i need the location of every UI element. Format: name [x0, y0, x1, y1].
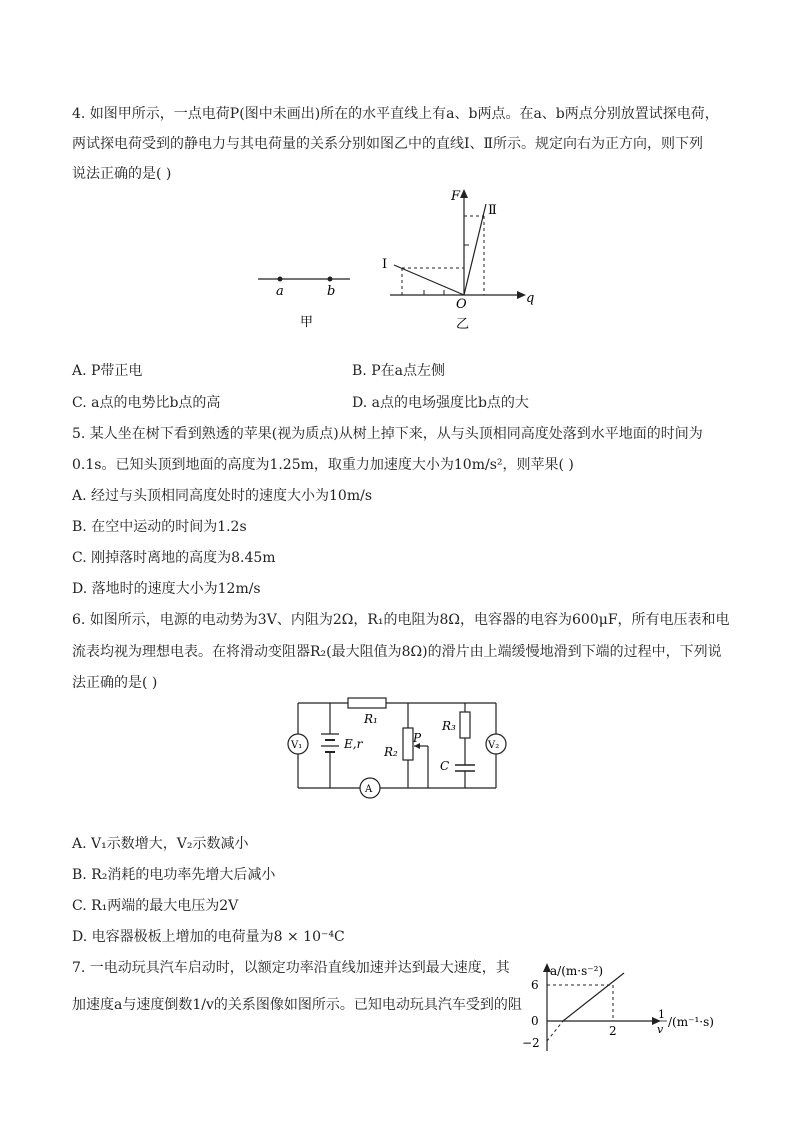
q6-line2: 流表均视为理想电表。在将滑动变阻器R₂(最大阻值为8Ω)的滑片由上端缓慢地滑到下端的过程中，下列说 — [72, 644, 722, 660]
ammeter-label: A — [365, 784, 373, 795]
q5-option-b: B. 在空中运动的时间为1.2s — [72, 519, 247, 535]
q7-tick-neg2: −2 — [522, 1036, 540, 1050]
q6-option-d: D. 电容器极板上增加的电荷量为8 × 10⁻⁴C — [72, 929, 345, 945]
q7-tick-2: 2 — [609, 1024, 617, 1038]
q5-option-a: A. 经过与头顶相同高度处时的速度大小为10m/s — [72, 488, 373, 504]
q7-x-frac-denominator: v — [657, 1023, 664, 1036]
axis-F: F — [451, 189, 461, 204]
q7-tick-6: 6 — [531, 978, 539, 992]
voltmeter-v2-label: V₂ — [488, 740, 500, 751]
q4-line2: 两试探电荷受到的静电力与其电荷量的关系分别如图乙中的直线Ⅰ、Ⅱ所示。规定向右为正方向，则下列 — [72, 136, 704, 152]
q5-option-c: C. 刚掉落时离地的高度为8.45m — [72, 550, 276, 566]
q4-line1: 4. 如图甲所示，一点电荷P(图中未画出)所在的水平直线上有a、b两点。在a、b两点分别放置试探电荷， — [72, 106, 719, 122]
slider-p-label: P — [413, 731, 422, 745]
line-II-label: Ⅱ — [488, 203, 497, 218]
r3-label: R₃ — [442, 719, 456, 733]
q4-option-c: C. a点的电势比b点的高 — [72, 395, 221, 411]
axis-q: q — [526, 291, 535, 306]
label-a: a — [276, 284, 284, 299]
r2-label: R₂ — [384, 745, 398, 759]
q5-line2: 0.1s。已知头顶到地面的高度为1.25m，取重力加速度大小为10m/s²，则苹果( ) — [72, 457, 574, 473]
r1-label: R₁ — [364, 712, 378, 726]
q7-line2: 加速度a与速度倒数1/v的关系图像如图所示。已知电动玩具汽车受到的阻 — [72, 997, 522, 1013]
voltmeter-v1-label: V₁ — [291, 740, 303, 751]
q6-option-b: B. R₂消耗的电功率先增大后减小 — [72, 867, 276, 883]
q4-option-a: A. P带正电 — [72, 363, 143, 379]
q4-option-b: B. P在a点左侧 — [352, 363, 445, 379]
caption-yi: 乙 — [456, 317, 470, 332]
origin-O: O — [456, 297, 467, 312]
q7-tick-0: 0 — [531, 1014, 539, 1028]
label-b: b — [327, 284, 336, 299]
caption-jia: 甲 — [300, 315, 314, 330]
q6-line3: 法正确的是( ) — [72, 675, 158, 691]
q7-line1: 7. 一电动玩具汽车启动时，以额定功率沿直线加速并达到最大速度，其 — [72, 960, 510, 976]
q7-x-axis-label: /(m⁻¹·s) — [668, 1015, 714, 1029]
q4-figure-jia — [250, 262, 360, 332]
source-er-label: E,r — [344, 737, 363, 751]
capacitor-c-label: C — [440, 759, 450, 773]
q5-line1: 5. 某人坐在树下看到熟透的苹果(视为质点)从树上掉下来，从与头顶相同高度处落到水平地面的时间为 — [72, 426, 703, 442]
q7-y-axis-label: a/(m·s⁻²) — [550, 964, 604, 978]
q7-x-frac-numerator: 1 — [658, 1008, 665, 1021]
q6-line1: 6. 如图所示，电源的电动势为3V、内阻为2Ω，R₁的电阻为8Ω，电容器的电容为600μF，所有电压表和电 — [72, 612, 730, 628]
line-I-label: Ⅰ — [382, 257, 388, 272]
q7-graph — [510, 955, 750, 1055]
q5-option-d: D. 落地时的速度大小为12m/s — [72, 581, 261, 597]
q4-figure-yi — [380, 184, 550, 334]
q4-option-d: D. a点的电场强度比b点的大 — [352, 395, 529, 411]
q6-circuit-diagram — [280, 690, 520, 805]
q6-option-c: C. R₁两端的最大电压为2V — [72, 898, 239, 914]
q4-line3: 说法正确的是( ) — [72, 166, 172, 182]
q6-option-a: A. V₁示数增大，V₂示数减小 — [72, 836, 249, 852]
